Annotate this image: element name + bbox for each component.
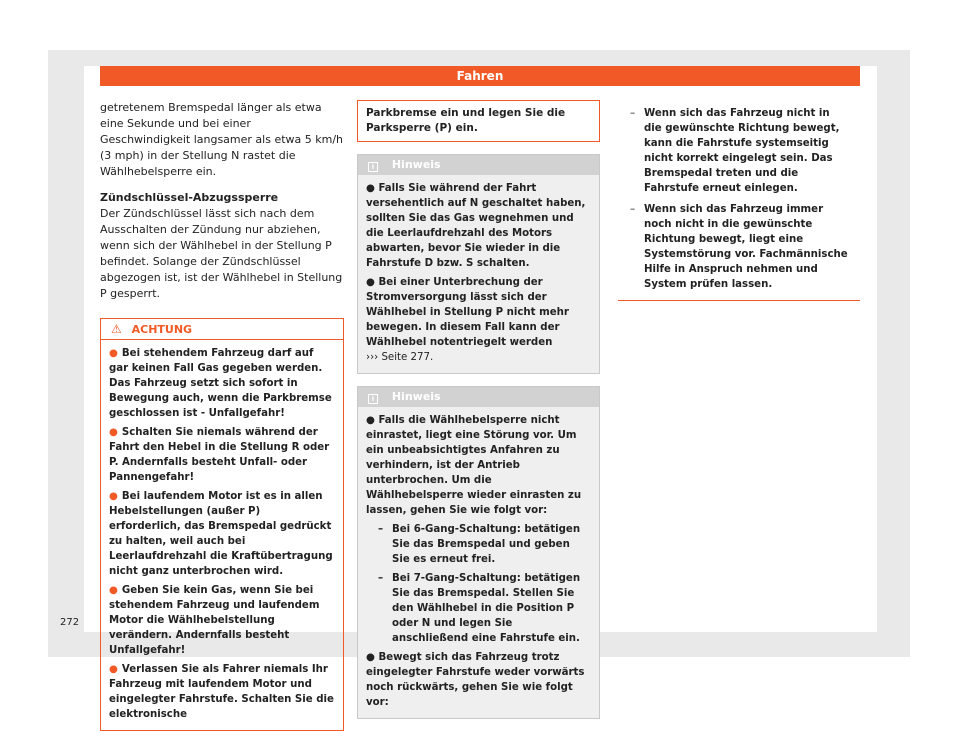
- note-box-2: [357, 386, 600, 719]
- warning-item: [109, 583, 335, 658]
- intro-paragraph: getretenem Bremspedal länger als etwa eine Sekunde und bei einer Geschwindigkeit langsamer als etwa 5 km/h (3 mph) in der Stellung N rastet die Wählhebelsperre ein.: [100, 101, 344, 178]
- note-item-text: Falls die Wählhebelsperre nicht einrastet, liegt eine Störung vor. Um ein unbeabsichtigtes Anfahren zu verhindern, ist der Antrieb unterbrochen. Um die Wählhebelsperre wieder einrasten zu lassen, gehen Sie wie folgt vor:: [366, 415, 582, 516]
- dash-icon: –: [630, 204, 636, 215]
- warning-triangle-icon: ⚠: [111, 322, 122, 336]
- warning-item-text: Geben Sie kein Gas, wenn Sie bei stehendem Fahrzeug und laufendem Motor die Wählhebelstellung verändern. Andernfalls besteht Unfallgefahr!: [109, 585, 320, 656]
- warning-item-text: Bei stehendem Fahrzeug darf auf gar keinen Fall Gas gegeben werden. Das Fahrzeug setzt sich sofort in Bewegung auch, wenn die Parkbremse geschlossen ist - Unfallgefahr!: [109, 348, 332, 419]
- note-item-text: Bewegt sich das Fahrzeug trotz eingelegter Fahrstufe weder vorwärts noch rückwärts, gehen Sie wie folgt vor:: [366, 652, 585, 708]
- page-reference-link[interactable]: ››› Seite 277.: [366, 352, 434, 363]
- warning-body: [101, 340, 343, 730]
- step-text: Wenn sich das Fahrzeug immer noch nicht in die gewünschte Richtung bewegt, liegt eine Systemstörung vor. Fachmännische Hilfe in Anspruch nehmen und System prüfen lassen.: [644, 204, 848, 290]
- warning-header: [101, 319, 343, 340]
- step-item: [618, 202, 850, 292]
- info-square-icon: i: [368, 394, 378, 404]
- step-text: Wenn sich das Fahrzeug nicht in die gewünschte Richtung bewegt, kann die Fahrstufe systemseitig nicht korrekt eingelegt sein. Das Bremspedal treten und die Fahrstufe erneut einlegen.: [644, 108, 840, 194]
- dash-icon: –: [378, 573, 384, 584]
- note-item: ● Bewegt sich das Fahrzeug trotz eingelegter Fahrstufe weder vorwärts noch rückwärts, gehen Sie wie folgt vor:: [366, 652, 585, 708]
- bullet-icon: ●: [109, 348, 118, 359]
- note-item-text: Falls Sie während der Fahrt versehentlich auf N geschaltet haben, sollten Sie das Gas wegnehmen und die Leerlaufdrehzahl des Motors abwarten, bevor Sie wieder in die Fahrstufe D bzw. S schalten.: [366, 183, 586, 269]
- warning-title: ACHTUNG: [131, 323, 193, 336]
- note-item: ● Bei einer Unterbrechung der Stromversorgung lässt sich der Wählhebel in Stellung P nicht mehr bewegen. In diesem Fall kann der Wählhebel notentriegelt werden ››› Seite 277.: [366, 277, 569, 363]
- column-2: [357, 100, 600, 719]
- continued-steps: [618, 100, 860, 301]
- note-body: [358, 175, 599, 373]
- note-subitem-text: Bei 7-Gang-Schaltung: betätigen Sie das Bremspedal. Stellen Sie den Wählhebel in die Position P oder N und legen Sie anschließend eine Fahrstufe ein.: [392, 573, 581, 644]
- note-header: [358, 155, 599, 175]
- note-item-text: Bei einer Unterbrechung der Stromversorgung lässt sich der Wählhebel in Stellung P nicht mehr bewegen. In diesem Fall kann der Wählhebel notentriegelt werden: [366, 277, 569, 348]
- dash-icon: –: [630, 108, 636, 119]
- note-subitem: [366, 571, 591, 646]
- warning-item-text: Schalten Sie niemals während der Fahrt den Hebel in die Stellung R oder P. Andernfalls besteht Unfall- oder Pannengefahr!: [109, 427, 330, 483]
- warning-continuation-box: Parkbremse ein und legen Sie die Parksperre (P) ein.: [357, 100, 600, 142]
- note-item: ● Falls Sie während der Fahrt versehentlich auf N geschaltet haben, sollten Sie das Gas wegnehmen und die Leerlaufdrehzahl des Motors abwarten, bevor Sie wieder in die Fahrstufe D bzw. S schalten.: [366, 183, 586, 269]
- warning-item: [109, 662, 335, 722]
- bullet-icon: ●: [109, 491, 118, 502]
- note-header: [358, 387, 599, 407]
- ignition-paragraph: Der Zündschlüssel lässt sich nach dem Ausschalten der Zündung nur abziehen, wenn sich der Wählhebel in der Stellung P befindet. Solange der Zündschlüssel abgezogen ist, ist der Wählhebel in Stellung P gesperrt.: [100, 207, 343, 300]
- column-1: [100, 100, 344, 731]
- note-subitem: [366, 522, 591, 567]
- section-header: Fahren: [100, 66, 860, 86]
- warning-item-text: Bei laufendem Motor ist es in allen Hebelstellungen (außer P) erforderlich, das Bremspedal gedrückt zu halten, weil auch bei Leerlaufdrehzahl die Kraftübertragung nicht ganz unterbrochen wird.: [109, 491, 333, 577]
- warning-item-text: Verlassen Sie als Fahrer niemals Ihr Fahrzeug mit laufendem Motor und eingelegter Fahrstufe. Schalten Sie die elektronische: [109, 664, 334, 720]
- info-square-icon: i: [368, 162, 378, 172]
- note-subitem-text: Bei 6-Gang-Schaltung: betätigen Sie das Bremspedal und geben Sie es erneut frei.: [392, 524, 581, 565]
- warning-item: [109, 346, 335, 421]
- warning-item: [109, 489, 335, 579]
- bullet-icon: ●: [109, 585, 118, 596]
- note-title: Hinweis: [391, 158, 441, 171]
- column-3: [618, 100, 860, 301]
- step-item: [618, 106, 850, 196]
- bullet-icon: ●: [109, 427, 118, 438]
- note-title: Hinweis: [391, 390, 441, 403]
- page-number: 272: [60, 617, 80, 628]
- note-body: [358, 407, 599, 718]
- note-item: ● Falls die Wählhebelsperre nicht einrastet, liegt eine Störung vor. Um ein unbeabsichtigtes Anfahren zu verhindern, ist der Antrieb unterbrochen. Um die Wählhebelsperre wieder einrasten zu lassen, gehen Sie wie folgt vor:: [366, 415, 582, 516]
- warning-item: [109, 425, 335, 485]
- bullet-icon: ●: [109, 664, 118, 675]
- note-box-1: [357, 154, 600, 374]
- dash-icon: –: [378, 524, 384, 535]
- subheading: Zündschlüssel-Abzugssperre: [100, 191, 279, 204]
- warning-box: [100, 318, 344, 731]
